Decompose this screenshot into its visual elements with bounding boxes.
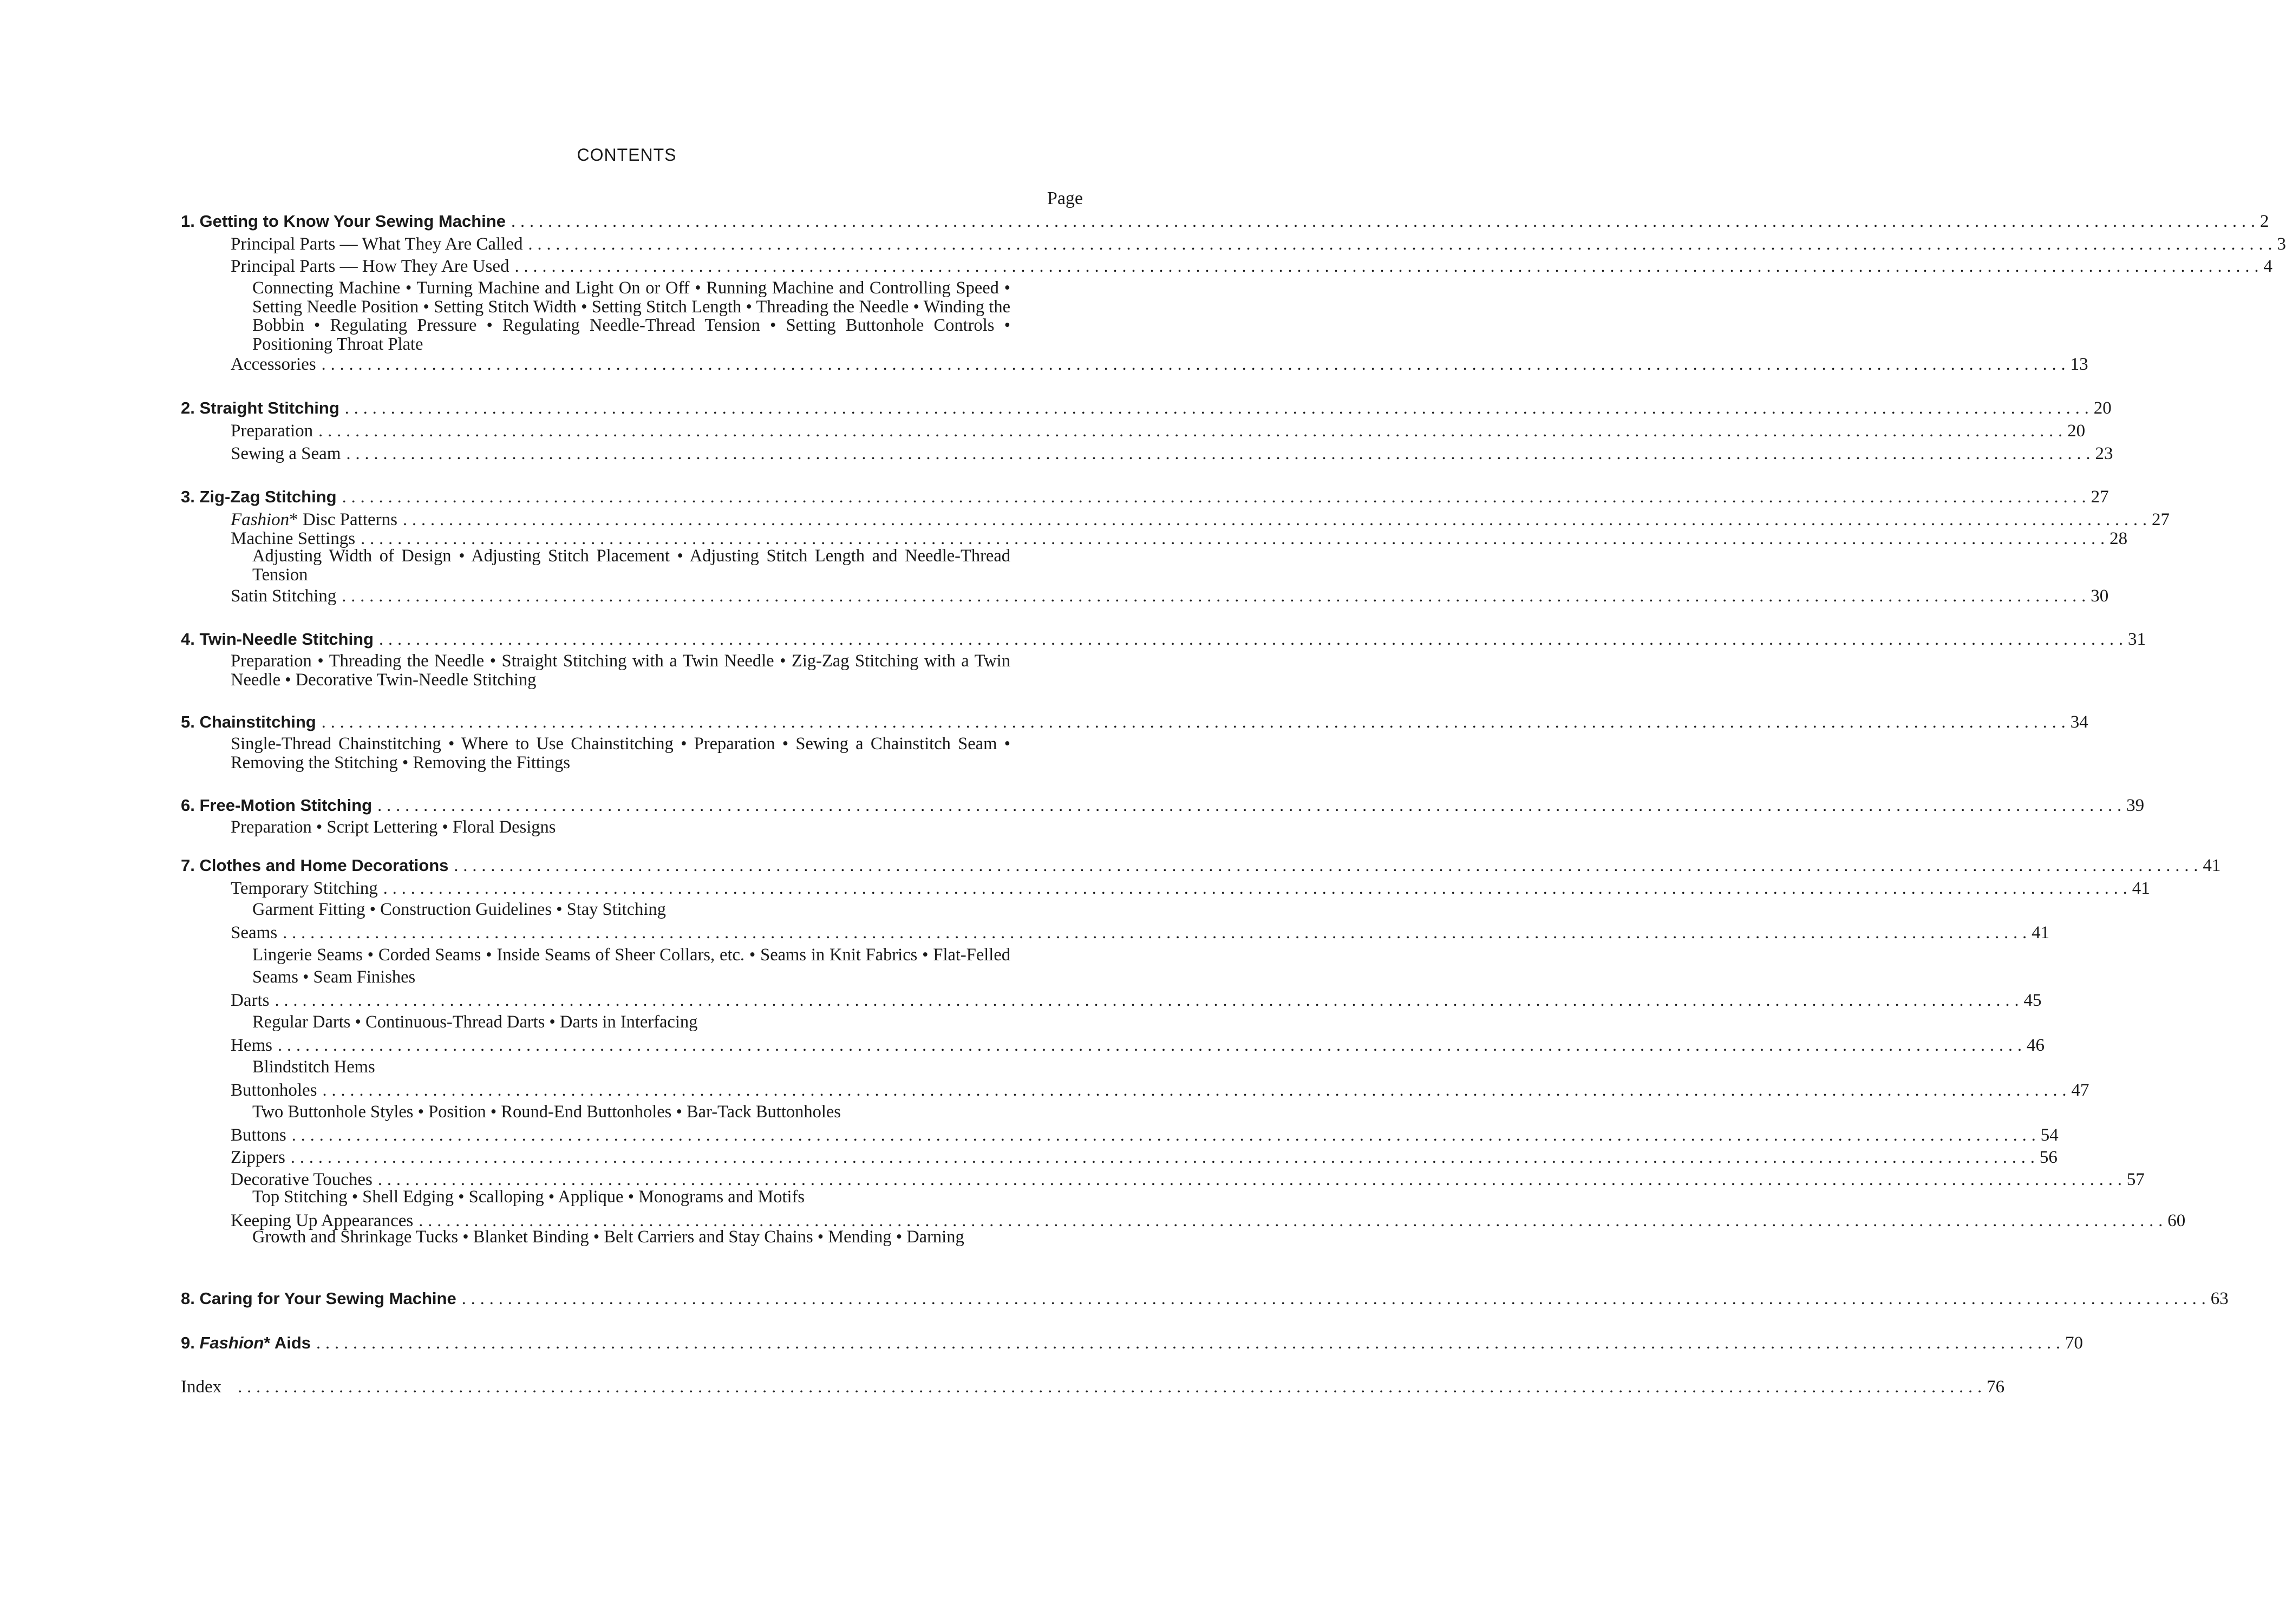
section-entry[interactable]	[231, 1034, 2045, 1056]
section-entry[interactable]	[231, 1168, 2145, 1190]
leader-dots: ..............................................................................................................................................................................................	[321, 354, 2071, 374]
leader-dots: ..............................................................................................................................................................................................	[291, 1125, 2041, 1144]
leader-dots: ..............................................................................................................................................................................................	[454, 855, 2203, 875]
chapter-title	[181, 1332, 316, 1354]
section-title: Temporary Stitching	[231, 879, 378, 898]
section-title: Darts	[231, 991, 270, 1010]
section-title: Hems	[231, 1036, 272, 1055]
leader-dots: ..............................................................................................................................................................................................	[514, 256, 2264, 276]
page-number: 30	[2091, 586, 2109, 606]
chapter-title: 2. Straight Stitching	[181, 398, 339, 417]
section-description: Top Stitching • Shell Edging • Scalloping • Applique • Monograms and Motifs	[252, 1187, 805, 1207]
page-number: 20	[2067, 421, 2086, 441]
page-number: 31	[2127, 630, 2146, 649]
chapter-title: 8. Caring for Your Sewing Machine	[181, 1289, 456, 1308]
section-title: Preparation	[231, 421, 313, 441]
chapter-8-entry[interactable]	[181, 1287, 2229, 1309]
section-title: Buttonholes	[231, 1081, 317, 1100]
leader-dots: ..............................................................................................................................................................................................	[378, 629, 2128, 649]
leader-dots: ..............................................................................................................................................................................................	[275, 990, 2024, 1010]
page-number: 45	[2023, 991, 2042, 1010]
leader-dots: ..............................................................................................................................................................................................	[461, 1288, 2211, 1308]
section-title: Satin Stitching	[231, 586, 337, 606]
section-description: Adjusting Width of Design • Adjusting Stitch Placement • Adjusting Stitch Length and Needle-Thread Tension	[252, 546, 1010, 585]
chapter-title-rest: * Aids	[264, 1333, 311, 1352]
page-number: 56	[2039, 1148, 2058, 1167]
page-column-header: Page	[1047, 188, 1083, 208]
section-entry[interactable]	[231, 1079, 2089, 1101]
chapter-title: 7. Clothes and Home Decorations	[181, 856, 449, 875]
page-number: 63	[2210, 1289, 2229, 1308]
leader-dots: ..............................................................................................................................................................................................	[342, 586, 2091, 605]
section-description: Preparation • Script Lettering • Floral Designs	[231, 817, 556, 837]
section-entry[interactable]	[231, 1124, 2059, 1145]
section-entry[interactable]	[231, 255, 2272, 277]
section-description: Connecting Machine • Turning Machine and Light On or Off • Running Machine and Controlling Speed • Setting Needle Position • Setting Stitch Width • Setting Stitch Length • Threading the Needle • Winding the Bobbin • Regulating Pressure • Regulating Needle-Thread Tension • Setting Buttonhole Controls • Positioning Throat Plate	[252, 278, 1010, 354]
leader-dots: ..............................................................................................................................................................................................	[377, 1169, 2127, 1189]
section-entry[interactable]	[231, 877, 2150, 899]
chapter-7-entry[interactable]	[181, 854, 2221, 876]
page-number: 76	[1987, 1377, 2005, 1397]
section-title: Machine Settings	[231, 529, 356, 548]
chapter-2-entry[interactable]	[181, 397, 2112, 418]
section-description: Blindstitch Hems	[252, 1057, 375, 1077]
leader-dots: ..............................................................................................................................................................................................	[346, 443, 2095, 463]
section-title: Buttons	[231, 1125, 286, 1145]
page-number: 27	[2151, 510, 2170, 529]
page-number: 46	[2027, 1036, 2045, 1055]
leader-dots: ..............................................................................................................................................................................................	[361, 528, 2110, 548]
chapter-title: 3. Zig-Zag Stitching	[181, 487, 337, 506]
section-entry[interactable]	[231, 420, 2086, 441]
section-description: Lingerie Seams • Corded Seams • Inside Seams of Sheer Collars, etc. • Seams in Knit Fabrics • Flat-Felled Seams • Seam Finishes	[252, 945, 1010, 987]
section-title: Seams	[231, 923, 278, 942]
section-entry[interactable]	[231, 921, 2050, 943]
leader-dots: ..............................................................................................................................................................................................	[322, 1080, 2072, 1099]
page-number: 13	[2070, 355, 2088, 374]
leader-dots: ..............................................................................................................................................................................................	[511, 211, 2260, 231]
page-number: 54	[2040, 1125, 2059, 1145]
page-number: 57	[2126, 1170, 2145, 1189]
chapter-title: 1. Getting to Know Your Sewing Machine	[181, 212, 506, 231]
section-title-rest: * Disc Patterns	[289, 510, 397, 529]
leader-dots: ..............................................................................................................................................................................................	[419, 1210, 2168, 1230]
leader-dots: ..............................................................................................................................................................................................	[377, 795, 2127, 815]
leader-dots: ..............................................................................................................................................................................................	[402, 509, 2152, 529]
page-number: 4	[2263, 257, 2272, 276]
chapter-1-entry[interactable]	[181, 210, 2269, 232]
page-number: 2	[2259, 212, 2269, 231]
section-entry[interactable]	[231, 353, 2088, 375]
leader-dots: ..............................................................................................................................................................................................	[318, 421, 2068, 440]
section-title: Principal Parts — What They Are Called	[231, 234, 523, 254]
leader-dots: ..............................................................................................................................................................................................	[283, 922, 2032, 942]
chapter-3-entry[interactable]	[181, 486, 2109, 507]
section-title: Keeping Up Appearances	[231, 1211, 414, 1230]
page-number: 41	[2203, 856, 2221, 875]
page-title: CONTENTS	[577, 145, 677, 165]
page-number: 20	[2093, 398, 2112, 418]
section-description: Regular Darts • Continuous-Thread Darts • Darts in Interfacing	[252, 1012, 698, 1032]
page-number: 70	[2065, 1333, 2083, 1353]
leader-dots: ..............................................................................................................................................................................................	[321, 712, 2071, 731]
page-number: 39	[2126, 796, 2145, 815]
section-entry[interactable]	[231, 585, 2109, 606]
leader-dots: ..............................................................................................................................................................................................	[290, 1147, 2040, 1167]
page-number: 3	[2277, 234, 2286, 254]
section-description: Two Buttonhole Styles • Position • Round-End Buttonholes • Bar-Tack Buttonholes	[252, 1102, 841, 1122]
section-entry[interactable]	[231, 1146, 2058, 1168]
chapter-number: 9.	[181, 1333, 200, 1352]
section-description: Growth and Shrinkage Tucks • Blanket Binding • Belt Carriers and Stay Chains • Mending • Darning	[252, 1227, 964, 1247]
chapter-4-entry[interactable]	[181, 628, 2146, 650]
chapter-5-entry[interactable]	[181, 711, 2088, 732]
section-description: Single-Thread Chainstitching • Where to Use Chainstitching • Preparation • Sewing a Chainstitch Seam • Removing the Stitching • Removing the Fittings	[231, 734, 1010, 772]
section-entry[interactable]	[231, 989, 2042, 1011]
page-number: 34	[2070, 712, 2088, 732]
page-number: 23	[2095, 444, 2113, 463]
fashion-trademark: Fashion	[199, 1333, 264, 1352]
index-entry[interactable]	[181, 1376, 2005, 1397]
page-number: 47	[2071, 1081, 2089, 1100]
page-number: 28	[2109, 529, 2128, 548]
fashion-trademark: Fashion	[231, 510, 290, 529]
section-entry[interactable]	[231, 527, 2128, 549]
section-title: Accessories	[231, 355, 316, 374]
leader-dots: ..............................................................................................................................................................................................	[238, 1377, 1987, 1396]
section-title: Decorative Touches	[231, 1170, 373, 1189]
page-number: 27	[2091, 487, 2109, 507]
page-number: 41	[2032, 923, 2050, 942]
section-entry[interactable]	[231, 508, 2170, 530]
chapter-9-entry[interactable]	[181, 1332, 2083, 1353]
leader-dots: ..............................................................................................................................................................................................	[278, 1035, 2027, 1055]
leader-dots: ..............................................................................................................................................................................................	[316, 1333, 2066, 1352]
chapter-6-entry[interactable]	[181, 794, 2145, 816]
section-entry[interactable]	[231, 233, 2286, 254]
page-number: 60	[2167, 1211, 2186, 1230]
chapter-title: 4. Twin-Needle Stitching	[181, 630, 374, 649]
leader-dots: ..............................................................................................................................................................................................	[383, 878, 2132, 898]
chapter-title: 5. Chainstitching	[181, 712, 316, 731]
leader-dots: ..............................................................................................................................................................................................	[344, 398, 2094, 417]
section-description: Garment Fitting • Construction Guidelines • Stay Stitching	[252, 900, 666, 919]
leader-dots: ..............................................................................................................................................................................................	[528, 234, 2277, 253]
section-entry[interactable]	[231, 442, 2113, 464]
section-title: Sewing a Seam	[231, 444, 341, 463]
section-description: Preparation • Threading the Needle • Straight Stitching with a Twin Needle • Zig-Zag Stitching with a Twin Needle • Decorative Twin-Needle Stitching	[231, 651, 1010, 690]
leader-dots: ..............................................................................................................................................................................................	[342, 487, 2091, 506]
chapter-title: 6. Free-Motion Stitching	[181, 796, 373, 815]
section-title: Zippers	[231, 1148, 285, 1167]
index-title: Index	[181, 1377, 222, 1397]
page-number: 41	[2132, 879, 2150, 898]
section-title: Principal Parts — How They Are Used	[231, 257, 510, 276]
